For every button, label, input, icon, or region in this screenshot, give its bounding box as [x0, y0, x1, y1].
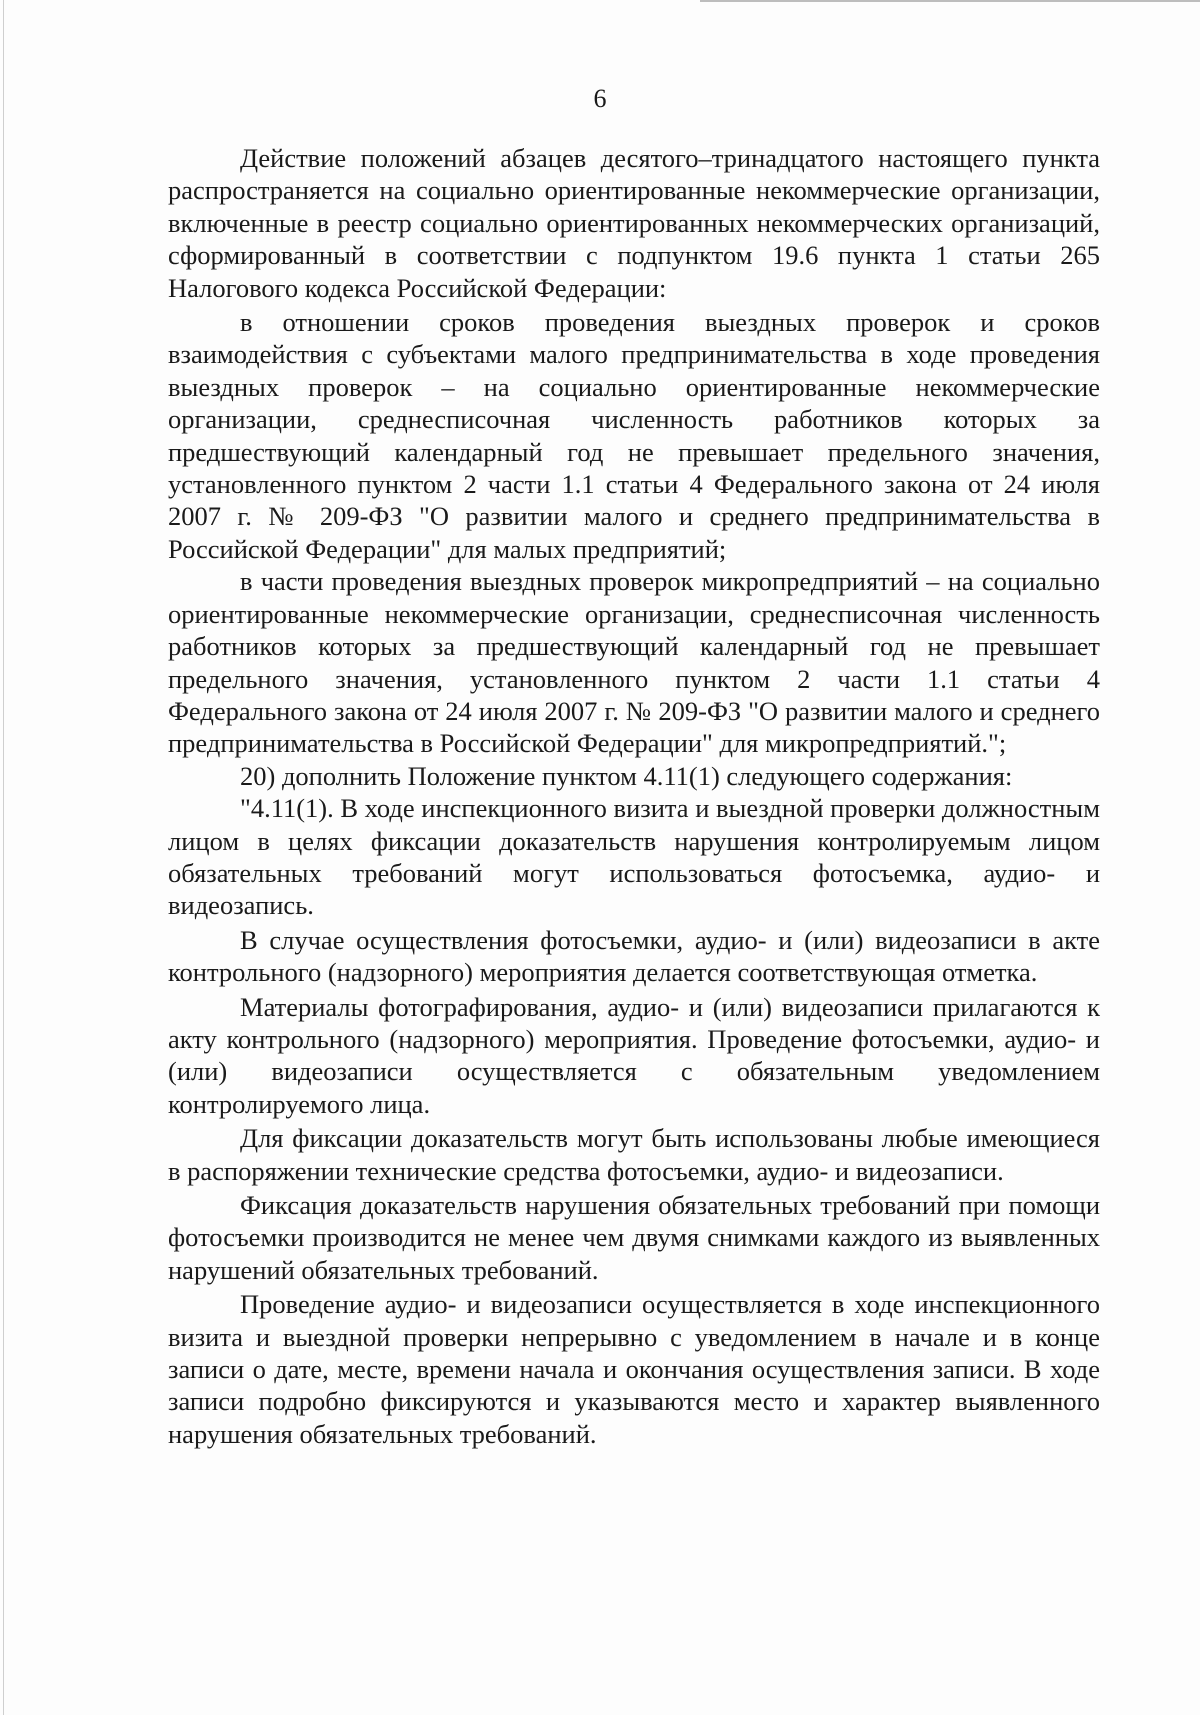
document-body [168, 142, 1100, 1450]
paragraph-inspection-terms: в отношении сроков проведения выездных проверок и сроков взаимодействия с субъектами малого предпринимательства в ходе проведения выездных проверок – на социально ориентированные некоммерческие организации, среднесписочная численность работников которых за предшествующий календарный год не превышает предельного значения, установленного пунктом 2 части 1.1 статьи 4 Федерального закона от 24 июля 2007 г. № 209-ФЗ "О развитии малого и среднего предпринимательства в Российской Федерации" для малых предприятий; [168, 307, 1100, 564]
paragraph-recording: Проведение аудио- и видеозаписи осуществляется в ходе инспекционного визита и выездной проверки непрерывно с уведомлением в начале и в конце записи о дате, месте, времени начала и окончания осуществления записи. В ходе записи подробно фиксируются и указываются место и характер выявленного нарушения обязательных требований. [168, 1289, 1100, 1449]
paragraph-applicability: Действие положений абзацев десятого–тринадцатого настоящего пункта распространяется на социально ориентированные некоммерческие организации, включенные в реестр социально ориентированных некоммерческих организаций, сформированный в соответствии с подпунктом 19.6 пункта 1 статьи 265 Налогового кодекса Российской Федерации: [168, 143, 1100, 303]
paragraph-clause-4-11-1: "4.11(1). В ходе инспекционного визита и выездной проверки должностным лицом в целях фиксации доказательств нарушения контролируемым лицом обязательных требований могут использоваться фотосъемка, аудио- и видеозапись. [168, 793, 1100, 921]
paragraph-photo-evidence: Фиксация доказательств нарушения обязательных требований при помощи фотосъемки производится не менее чем двумя снимками каждого из выявленных нарушений обязательных требований. [168, 1190, 1100, 1285]
paragraph-technical-means: Для фиксации доказательств могут быть использованы любые имеющиеся в распоряжении технические средства фотосъемки, аудио- и видеозаписи. [168, 1123, 1100, 1186]
paragraph-amendment-20: 20) дополнить Положение пунктом 4.11(1) следующего содержания: [240, 760, 1013, 791]
paragraph-materials: Материалы фотографирования, аудио- и (или) видеозаписи прилагаются к акту контрольного (надзорного) мероприятия. Проведение фотосъемки, аудио- и (или) видеозаписи осуществляется с обязательным уведомлением контролируемого лица. [168, 991, 1100, 1119]
paragraph-micro-enterprises: в части проведения выездных проверок микропредприятий – на социально ориентированные некоммерческие организации, среднесписочная численность работников которых за предшествующий календарный год не превышает предельного значения, установленного пунктом 2 части 1.1 статьи 4 Федерального закона от 24 июля 2007 г. № 209-ФЗ "О развитии малого и среднего предпринимательства в Российской Федерации" для микропредприятий."; [168, 566, 1100, 759]
scan-edge-top [700, 0, 1200, 2]
paragraph-act-note: В случае осуществления фотосъемки, аудио- и (или) видеозаписи в акте контрольного (надзорного) мероприятия делается соответствующая отметка. [168, 924, 1100, 988]
page-number: 6 [593, 84, 607, 113]
scan-edge-left [3, 0, 4, 1715]
